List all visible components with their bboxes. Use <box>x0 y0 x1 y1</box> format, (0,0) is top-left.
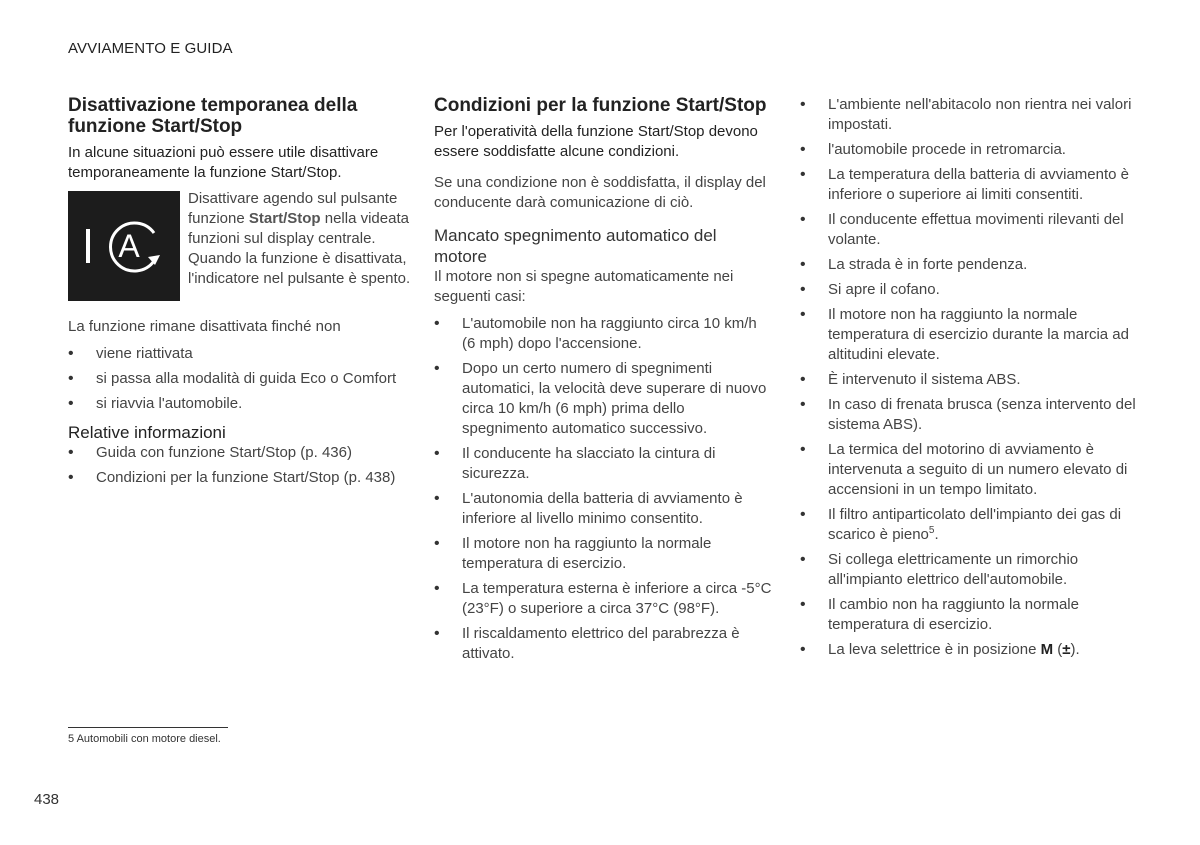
image-text-1: Disattivare agendo sul pulsante funzione <box>188 190 398 227</box>
list-item: • Si apre il cofano. <box>800 280 1140 300</box>
lever-text: La leva selettrice è in posizione <box>828 641 1041 658</box>
col2-intro: Per l'operatività della funzione Start/Stop devono essere soddisfatte alcune condizioni. <box>434 123 758 160</box>
list-item: • si passa alla modalità di guida Eco o Comfort <box>68 369 413 389</box>
svg-text:A: A <box>118 228 140 264</box>
list-item: • La termica del motorino di avviamento è intervenuta a seguito di un numero elevato di accensioni in un tempo limitato. <box>800 440 1140 500</box>
list-item: • La temperatura della batteria di avviamento è inferiore o superiore ai limiti consentiti. <box>800 165 1140 205</box>
list-item: • L'automobile non ha raggiunto circa 10 km/h (6 mph) dopo l'accensione. <box>434 314 774 354</box>
lever-plus-minus: ± <box>1062 641 1071 658</box>
start-stop-label: Start/Stop <box>248 210 321 227</box>
start-stop-button-image <box>68 191 180 301</box>
list-item: • Si collega elettricamente un rimorchio all'impianto elettrico dell'automobile. <box>800 550 1140 590</box>
list-item: • L'autonomia della batteria di avviamento è inferiore al livello minimo consentito. <box>434 489 774 529</box>
list-item-dpf <box>800 505 1140 545</box>
lever-paren-close: ). <box>1070 641 1080 658</box>
list-item: • Dopo un certo numero di spegnimenti automatici, la velocità deve superare di nuovo circa 10 km/h (6 mph) prima dello spegnimento automatico successivo. <box>434 359 774 439</box>
col2-subtitle: Mancato spegnimento automatico del motore <box>434 226 717 266</box>
col2-title: Condizioni per la funzione Start/Stop <box>434 95 767 116</box>
list-item: • L'ambiente nell'abitacolo non rientra nei valori impostati. <box>800 95 1140 135</box>
remains-text: La funzione rimane disattivata finché non <box>68 318 341 335</box>
column-1 <box>68 95 413 493</box>
page-number: 438 <box>34 791 60 808</box>
list-item: • Il riscaldamento elettrico del parabrezza è attivato. <box>434 624 774 664</box>
footnote-ref: 5 <box>928 525 935 536</box>
image-text-block <box>68 189 413 305</box>
col2-subintro: Il motore non si spegne automaticamente nei seguenti casi: <box>434 268 734 305</box>
section-header: AVVIAMENTO E GUIDA <box>68 40 233 57</box>
list-item: • Il conducente ha slacciato la cintura di sicurezza. <box>434 444 774 484</box>
list-item: • In caso di frenata brusca (senza intervento del sistema ABS). <box>800 395 1140 435</box>
column-2 <box>434 95 774 669</box>
list-item: • si riavvia l'automobile. <box>68 394 413 414</box>
col1-intro: In alcune situazioni può essere utile disattivare temporaneamente la funzione Start/Stop. <box>68 144 379 181</box>
display-note: Se una condizione non è soddisfatta, il display del conducente darà comunicazione di ciò. <box>434 174 766 211</box>
auto-start-stop-icon <box>68 191 180 301</box>
col1-bullets <box>68 344 413 414</box>
col2-bullets <box>434 314 774 664</box>
related-links <box>68 443 413 488</box>
related-link[interactable]: • Condizioni per la funzione Start/Stop (p. 438) <box>68 468 413 488</box>
related-link[interactable]: • Guida con funzione Start/Stop (p. 436) <box>68 443 413 463</box>
footnote-divider <box>68 727 228 728</box>
dpf-text: Il filtro antiparticolato dell'impianto dei gas di scarico è pieno <box>828 506 1122 543</box>
footnote: 5 Automobili con motore diesel. <box>68 733 221 745</box>
list-item: • viene riattivata <box>68 344 413 364</box>
related-title: Relative informazioni <box>68 423 226 442</box>
list-item: • La strada è in forte pendenza. <box>800 255 1140 275</box>
list-item: • Il cambio non ha raggiunto la normale temperatura di esercizio. <box>800 595 1140 635</box>
list-item-lever <box>800 640 1140 660</box>
lever-paren-open: ( <box>1053 641 1063 658</box>
list-item: • l'automobile procede in retromarcia. <box>800 140 1140 160</box>
col1-title: Disattivazione temporanea della funzione Start/Stop <box>68 95 358 137</box>
list-item: • La temperatura esterna è inferiore a circa -5°C (23°F) o superiore a circa 37°C (98°F). <box>434 579 774 619</box>
column-3 <box>800 95 1140 665</box>
image-text-2: nella videata funzioni sul display centrale. Quando la funzione è disattivata, l'indicatore nel pulsante è spento. <box>188 210 411 287</box>
dpf-end: . <box>934 526 939 543</box>
col3-bullets <box>800 95 1140 660</box>
lever-m: M <box>1040 641 1054 658</box>
list-item: • Il motore non ha raggiunto la normale temperatura di esercizio durante la marcia ad altitudini elevate. <box>800 305 1140 365</box>
list-item: • Il conducente effettua movimenti rilevanti del volante. <box>800 210 1140 250</box>
list-item: • È intervenuto il sistema ABS. <box>800 370 1140 390</box>
list-item: • Il motore non ha raggiunto la normale temperatura di esercizio. <box>434 534 774 574</box>
